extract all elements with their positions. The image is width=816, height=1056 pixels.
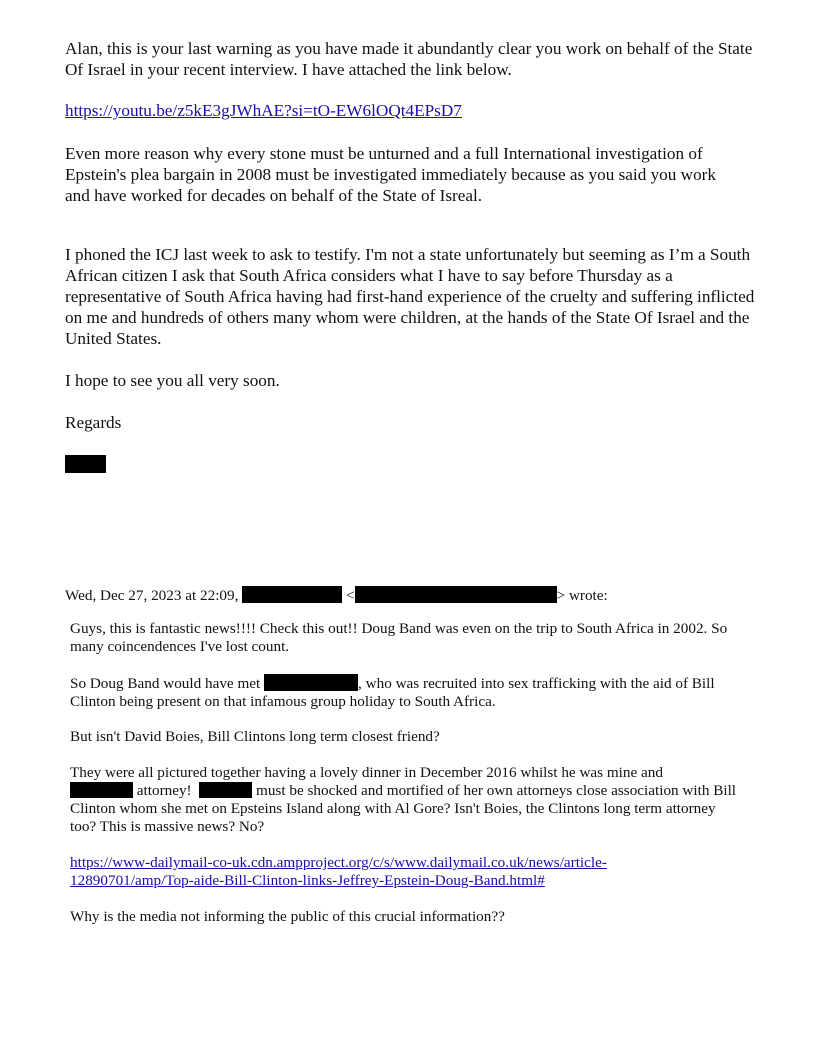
quoted-text: They were all pictured together having a lovely dinner in December 2016 whilst he was mine and attorney! must be shocked and mortified of her own attorneys close association with Bill Clinton whom she met on Epsteins Island along with Al Gore? Isn't Boies, the Clintons long term attorney too? This is massive news? No? (70, 764, 737, 835)
quoted-paragraph-2 (70, 674, 735, 711)
reply-paragraph-3 (65, 244, 760, 349)
quoted-text: So Doug Band would have met , who was recruited into sex trafficking with the aid of Bill Clinton being present on that infamous group holiday to South Africa. (70, 675, 715, 710)
reply-closing (65, 412, 755, 433)
redacted-signature (65, 455, 106, 473)
closing-text: Regards (65, 413, 122, 432)
quoted-paragraph-1 (70, 620, 760, 656)
quoted-text: Why is the media not informing the public of this crucial information?? (70, 908, 505, 925)
quoted-paragraph-4 (70, 764, 742, 836)
dailymail-link[interactable]: https://www-dailymail-co-uk.cdn.ampproject.org/c/s/www.dailymail.co.uk/news/article- 12890701/amp/Top-aide-Bill-Clinton-links-Jeffrey-Epstein-Doug-Band.html# (70, 854, 607, 889)
reply-text: Even more reason why every stone must be unturned and a full International investigation of Epstein's plea bargain in 2008 must be investigated immediately because as you said you work and have worked for decades on behalf of the State of Isreal. (65, 144, 716, 205)
angle-bracket: < (346, 587, 355, 604)
quoted-paragraph-5 (70, 908, 760, 926)
quoted-wrote-label: > wrote: (556, 587, 608, 604)
redacted-name (199, 782, 252, 798)
reply-paragraph-1 (65, 38, 755, 80)
redacted-sender-name (242, 586, 342, 603)
quoted-paragraph-3 (70, 728, 760, 746)
youtube-link[interactable]: https://youtu.be/z5kE3gJWhAE?si=tO-EW6lOQt4EPsD7 (65, 101, 462, 120)
quoted-text: But isn't David Boies, Bill Clintons long term closest friend? (70, 728, 440, 745)
quoted-text: Guys, this is fantastic news!!!! Check this out!! Doug Band was even on the trip to South Africa in 2002. So many coincendences I've lost count. (70, 620, 728, 655)
redacted-sender-email (355, 586, 557, 603)
quoted-date: Wed, Dec 27, 2023 at 22:09, (65, 587, 239, 604)
reply-text: I hope to see you all very soon. (65, 371, 280, 390)
reply-paragraph-4 (65, 370, 755, 391)
redacted-name (70, 782, 133, 798)
reply-paragraph-2 (65, 143, 725, 206)
redacted-name (264, 674, 358, 691)
reply-text: Alan, this is your last warning as you have made it abundantly clear you work on behalf of the State Of Israel in your recent interview. I have attached the link below. (65, 39, 753, 79)
reply-link-row (65, 100, 755, 121)
reply-text: I phoned the ICJ last week to ask to testify. I'm not a state unfortunately but seeming as I’m a South African citizen I ask that South Africa considers what I have to say before Thursday as a representative of South Africa having had first-hand experience of the cruelty and suffering inflicted on me and hundreds of others many whom were children, at the hands of the State Of Israel and the United States. (65, 245, 755, 348)
quoted-header (65, 586, 765, 605)
quoted-link-block (70, 854, 760, 890)
